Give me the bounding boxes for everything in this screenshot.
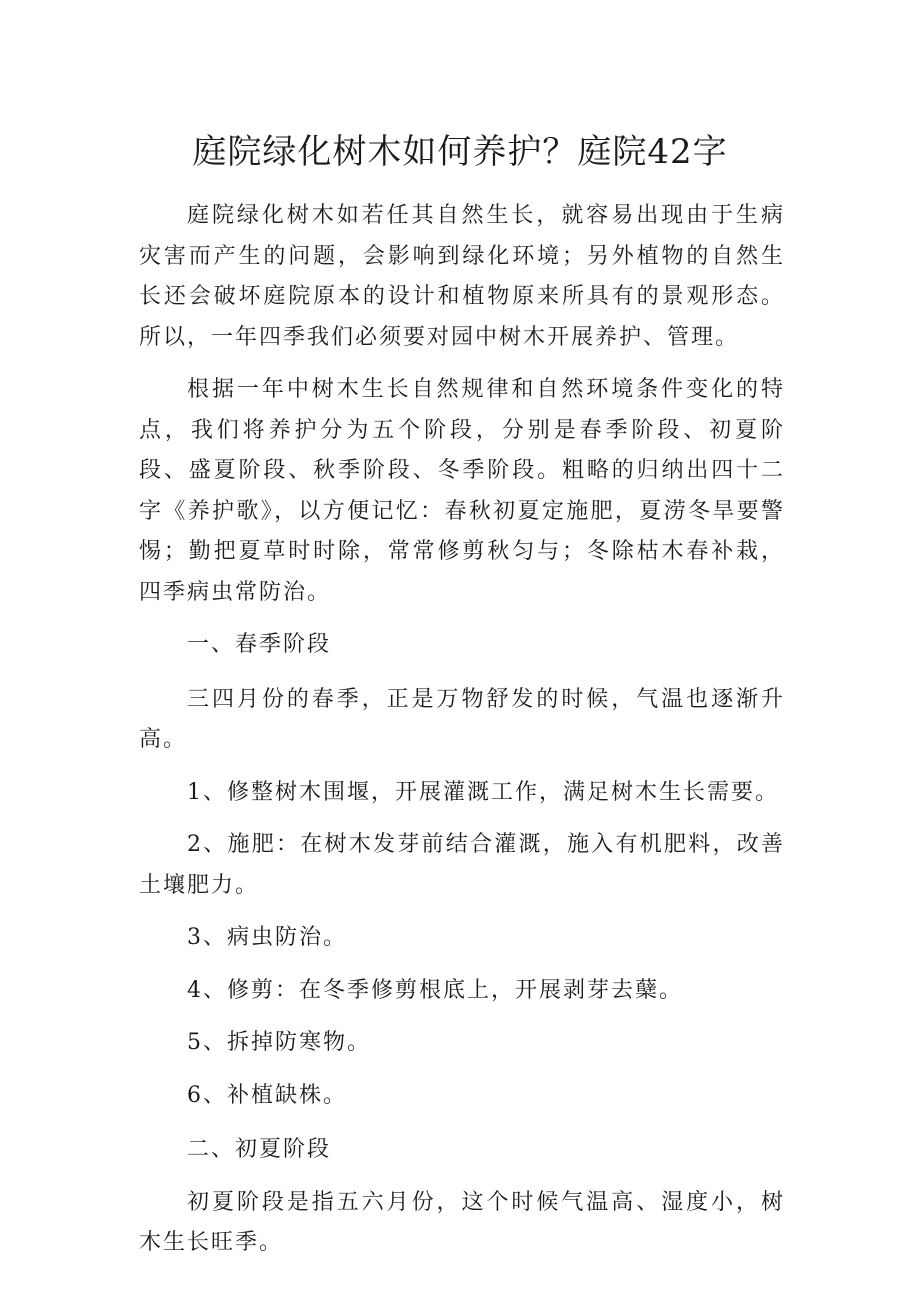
section-heading-spring: 一、春季阶段 (187, 632, 332, 657)
list-item-spring-4: 4、修剪：在冬季修剪根底上，开展剥芽去蘖。 (187, 977, 683, 1003)
paragraph-spring-intro: 三四月份的春季，正是万物舒发的时候，气温也逐渐升高。 (139, 686, 785, 752)
section-heading-early-summer: 二、初夏阶段 (187, 1137, 332, 1162)
paragraph-stages: 根据一年中树木生长自然规律和自然环境条件变化的特点，我们将养护分为五个阶段，分别是春季阶段、初夏阶段、盛夏阶段、秋季阶段、冬季阶段。粗略的归纳出四十二字《养护歌》，以方便记忆：春秋初夏定施肥，夏涝冬旱要警惕；勤把夏草时时除，常常修剪秋匀与；冬除枯木春补栽，四季病虫常防治。 (139, 377, 785, 605)
document-title: 庭院绿化树木如何养护？庭院42字 (192, 132, 728, 172)
document-body (139, 196, 785, 1276)
list-item-spring-6: 6、补植缺株。 (187, 1082, 347, 1108)
list-item-spring-2: 2、施肥：在树木发芽前结合灌溉，施入有机肥料，改善土壤肥力。 (139, 832, 785, 898)
paragraph-early-summer-intro: 初夏阶段是指五六月份，这个时候气温高、湿度小，树木生长旺季。 (139, 1189, 785, 1255)
list-item-spring-3: 3、病虫防治。 (187, 925, 347, 950)
list-item-spring-1: 1、修整树木围堰，开展灌溉工作，满足树木生长需要。 (187, 779, 779, 805)
paragraph-intro: 庭院绿化树木如若任其自然生长，就容易出现由于生病灾害而产生的问题，会影响到绿化环境；另外植物的自然生长还会破坏庭院原本的设计和植物原来所具有的景观形态。所以，一年四季我们必须要对园中树木开展养护、管理。 (139, 203, 785, 350)
list-item-spring-5: 5、拆掉防寒物。 (187, 1030, 371, 1055)
